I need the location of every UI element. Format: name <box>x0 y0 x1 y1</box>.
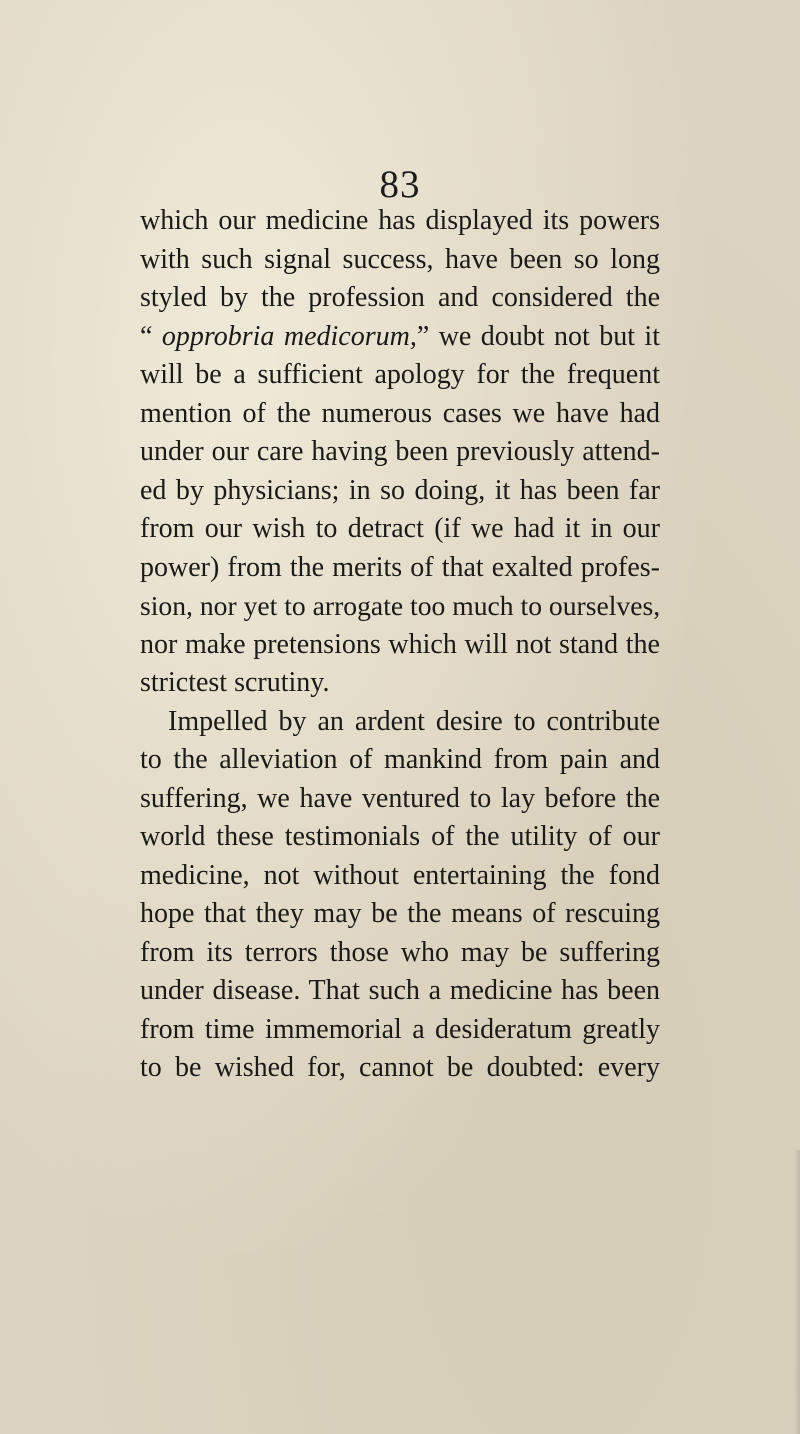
text-line: medicine, not without entertaining the fond <box>140 859 660 891</box>
text-line: world these testimonials of the utility of our <box>140 821 660 852</box>
latin-phrase: opprobria medicorum, <box>161 320 417 352</box>
scan-shadow <box>794 1150 800 1434</box>
page-number: 83 <box>379 163 421 206</box>
text-line: mention of the numerous cases we have had <box>140 397 660 429</box>
text-line: power) from the merits of that exalted profes- <box>140 551 660 583</box>
text-line: to be wished for, cannot be doubted: every <box>140 1052 660 1083</box>
text-line-italic: “ opprobria medicorum,” we doubt not but it <box>140 320 660 352</box>
text-line: under our care having been previously attend- <box>140 436 660 467</box>
text-line: sion, nor yet to arrogate too much to ourselves, <box>140 590 661 621</box>
text-line: suffering, we have ventured to lay before the <box>140 782 660 814</box>
text-line: nor make pretensions which will not stand the <box>140 628 660 660</box>
text-line: which our medicine has displayed its powers <box>140 205 660 236</box>
text-line: to the alleviation of mankind from pain and <box>140 744 660 775</box>
text-line: will be a sufficient apology for the frequent <box>140 359 660 390</box>
text-line: styled by the profession and considered the <box>140 282 660 313</box>
text-line: strictest scrutiny. <box>140 667 330 698</box>
paragraph-start-line: Impelled by an ardent desire to contribute <box>168 705 660 737</box>
text-line: from its terrors those who may be suffering <box>140 936 660 968</box>
text-line: from our wish to detract (if we had it in our <box>140 513 660 544</box>
text-line: from time immemorial a desideratum greatly <box>140 1013 660 1045</box>
text-line: ed by physicians; in so doing, it has been far <box>140 474 660 506</box>
text-line: hope that they may be the means of rescuing <box>140 898 660 929</box>
text-line: with such signal success, have been so long <box>140 243 660 275</box>
body-text <box>140 202 660 1088</box>
text-line: under disease. That such a medicine has been <box>140 975 660 1006</box>
